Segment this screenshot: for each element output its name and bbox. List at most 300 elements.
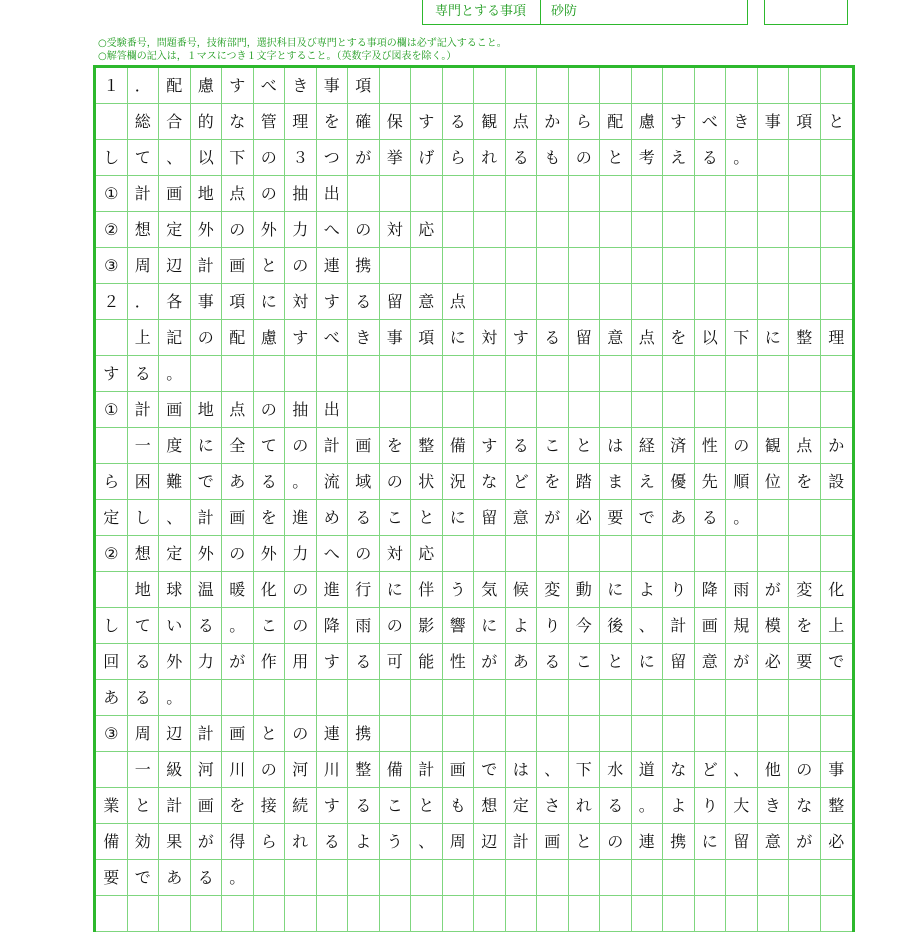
answer-cell[interactable]: と <box>128 788 160 824</box>
answer-cell[interactable] <box>726 284 758 320</box>
answer-cell[interactable]: え <box>663 140 695 176</box>
answer-cell[interactable]: の <box>380 608 412 644</box>
answer-cell[interactable]: 先 <box>695 464 727 500</box>
answer-cell[interactable]: 続 <box>285 788 317 824</box>
answer-cell[interactable]: 、 <box>537 752 569 788</box>
answer-cell[interactable]: 事 <box>317 68 349 104</box>
answer-cell[interactable]: も <box>537 140 569 176</box>
answer-cell[interactable]: き <box>726 104 758 140</box>
answer-cell[interactable] <box>758 248 790 284</box>
answer-cell[interactable]: に <box>443 500 475 536</box>
answer-cell[interactable] <box>474 860 506 896</box>
answer-cell[interactable]: 対 <box>380 212 412 248</box>
answer-cell[interactable] <box>632 536 664 572</box>
answer-cell[interactable]: 管 <box>254 104 286 140</box>
answer-cell[interactable]: は <box>506 752 538 788</box>
answer-cell[interactable] <box>789 68 821 104</box>
answer-cell[interactable]: の <box>254 392 286 428</box>
answer-cell[interactable] <box>758 392 790 428</box>
answer-cell[interactable] <box>789 680 821 716</box>
answer-cell[interactable] <box>537 176 569 212</box>
answer-cell[interactable]: 点 <box>222 176 254 212</box>
answer-cell[interactable]: 対 <box>474 320 506 356</box>
answer-cell[interactable]: 考 <box>632 140 664 176</box>
answer-cell[interactable]: に <box>191 428 223 464</box>
answer-cell[interactable]: に <box>443 320 475 356</box>
answer-cell[interactable] <box>632 284 664 320</box>
answer-cell[interactable]: の <box>726 428 758 464</box>
answer-cell[interactable]: う <box>380 824 412 860</box>
answer-cell[interactable]: 川 <box>317 752 349 788</box>
answer-cell[interactable] <box>222 680 254 716</box>
answer-cell[interactable]: 備 <box>380 752 412 788</box>
answer-cell[interactable]: の <box>285 248 317 284</box>
answer-cell[interactable]: つ <box>317 140 349 176</box>
answer-cell[interactable] <box>663 860 695 896</box>
answer-cell[interactable]: 河 <box>191 752 223 788</box>
answer-cell[interactable]: で <box>821 644 853 680</box>
answer-cell[interactable]: 確 <box>348 104 380 140</box>
answer-cell[interactable] <box>569 248 601 284</box>
answer-cell[interactable] <box>474 896 506 932</box>
answer-cell[interactable] <box>663 896 695 932</box>
answer-cell[interactable] <box>254 860 286 896</box>
answer-cell[interactable] <box>663 356 695 392</box>
answer-cell[interactable] <box>663 68 695 104</box>
answer-cell[interactable]: し <box>96 140 128 176</box>
answer-cell[interactable]: 項 <box>348 68 380 104</box>
answer-cell[interactable]: 合 <box>159 104 191 140</box>
answer-cell[interactable]: ③ <box>96 716 128 752</box>
answer-cell[interactable] <box>506 680 538 716</box>
answer-cell[interactable] <box>411 896 443 932</box>
answer-cell[interactable]: す <box>317 788 349 824</box>
answer-cell[interactable]: で <box>128 860 160 896</box>
answer-cell[interactable]: 理 <box>821 320 853 356</box>
answer-cell[interactable] <box>663 392 695 428</box>
answer-cell[interactable]: か <box>821 428 853 464</box>
answer-cell[interactable] <box>726 392 758 428</box>
answer-cell[interactable]: の <box>254 752 286 788</box>
answer-cell[interactable] <box>380 176 412 212</box>
answer-cell[interactable]: 外 <box>191 536 223 572</box>
answer-cell[interactable] <box>96 428 128 464</box>
answer-cell[interactable]: 行 <box>348 572 380 608</box>
answer-cell[interactable]: な <box>789 788 821 824</box>
answer-cell[interactable]: 定 <box>159 536 191 572</box>
answer-cell[interactable]: れ <box>474 140 506 176</box>
answer-cell[interactable]: 出 <box>317 176 349 212</box>
answer-cell[interactable]: が <box>348 140 380 176</box>
answer-cell[interactable] <box>443 392 475 428</box>
answer-cell[interactable] <box>537 392 569 428</box>
answer-cell[interactable]: 計 <box>663 608 695 644</box>
answer-cell[interactable]: の <box>348 536 380 572</box>
answer-cell[interactable]: 連 <box>317 716 349 752</box>
answer-cell[interactable]: 配 <box>222 320 254 356</box>
answer-cell[interactable]: の <box>222 212 254 248</box>
answer-cell[interactable]: 。 <box>632 788 664 824</box>
answer-cell[interactable] <box>506 356 538 392</box>
answer-cell[interactable]: ③ <box>96 248 128 284</box>
answer-cell[interactable]: 抽 <box>285 176 317 212</box>
answer-cell[interactable]: ② <box>96 536 128 572</box>
answer-cell[interactable] <box>474 212 506 248</box>
answer-cell[interactable] <box>348 860 380 896</box>
answer-cell[interactable]: 地 <box>191 392 223 428</box>
answer-cell[interactable]: あ <box>159 860 191 896</box>
answer-cell[interactable] <box>569 284 601 320</box>
answer-cell[interactable]: 事 <box>821 752 853 788</box>
answer-cell[interactable] <box>600 392 632 428</box>
answer-cell[interactable] <box>726 176 758 212</box>
answer-cell[interactable]: い <box>159 608 191 644</box>
answer-cell[interactable]: が <box>474 644 506 680</box>
answer-cell[interactable]: か <box>537 104 569 140</box>
answer-cell[interactable]: 整 <box>411 428 443 464</box>
answer-cell[interactable]: り <box>663 572 695 608</box>
answer-cell[interactable]: れ <box>569 788 601 824</box>
answer-cell[interactable]: き <box>758 788 790 824</box>
answer-cell[interactable]: も <box>443 788 475 824</box>
answer-cell[interactable] <box>474 248 506 284</box>
answer-cell[interactable]: の <box>285 572 317 608</box>
answer-cell[interactable] <box>821 248 853 284</box>
answer-cell[interactable]: と <box>411 788 443 824</box>
answer-cell[interactable] <box>789 536 821 572</box>
answer-cell[interactable]: よ <box>632 572 664 608</box>
answer-cell[interactable]: 。 <box>726 140 758 176</box>
answer-cell[interactable]: 事 <box>758 104 790 140</box>
answer-cell[interactable]: べ <box>695 104 727 140</box>
answer-cell[interactable]: し <box>96 608 128 644</box>
answer-cell[interactable]: ① <box>96 176 128 212</box>
answer-cell[interactable]: の <box>569 140 601 176</box>
answer-cell[interactable] <box>632 716 664 752</box>
answer-cell[interactable]: こ <box>380 500 412 536</box>
answer-cell[interactable]: の <box>600 824 632 860</box>
answer-cell[interactable] <box>96 896 128 932</box>
answer-cell[interactable]: る <box>128 644 160 680</box>
answer-cell[interactable]: 以 <box>695 320 727 356</box>
answer-cell[interactable]: る <box>506 428 538 464</box>
answer-cell[interactable] <box>695 536 727 572</box>
answer-cell[interactable] <box>348 896 380 932</box>
answer-cell[interactable]: こ <box>380 788 412 824</box>
answer-cell[interactable]: べ <box>317 320 349 356</box>
answer-cell[interactable] <box>443 356 475 392</box>
answer-cell[interactable]: で <box>191 464 223 500</box>
answer-cell[interactable]: 画 <box>159 176 191 212</box>
answer-cell[interactable]: る <box>191 608 223 644</box>
answer-cell[interactable]: 外 <box>254 212 286 248</box>
answer-cell[interactable]: ② <box>96 212 128 248</box>
answer-cell[interactable]: 。 <box>222 608 254 644</box>
answer-cell[interactable]: 。 <box>285 464 317 500</box>
answer-cell[interactable]: す <box>411 104 443 140</box>
answer-cell[interactable]: 気 <box>474 572 506 608</box>
answer-cell[interactable]: 計 <box>191 716 223 752</box>
answer-cell[interactable] <box>254 896 286 932</box>
answer-cell[interactable]: は <box>600 428 632 464</box>
answer-cell[interactable]: 慮 <box>254 320 286 356</box>
answer-cell[interactable]: 他 <box>758 752 790 788</box>
answer-cell[interactable] <box>443 176 475 212</box>
answer-cell[interactable]: に <box>695 824 727 860</box>
answer-cell[interactable]: き <box>348 320 380 356</box>
answer-cell[interactable]: へ <box>317 212 349 248</box>
answer-cell[interactable] <box>159 896 191 932</box>
answer-cell[interactable] <box>600 536 632 572</box>
answer-cell[interactable] <box>96 320 128 356</box>
answer-cell[interactable] <box>537 536 569 572</box>
answer-cell[interactable]: 難 <box>159 464 191 500</box>
answer-cell[interactable]: 整 <box>348 752 380 788</box>
answer-cell[interactable] <box>506 248 538 284</box>
answer-cell[interactable]: 観 <box>474 104 506 140</box>
answer-cell[interactable]: 効 <box>128 824 160 860</box>
answer-cell[interactable]: が <box>222 644 254 680</box>
answer-cell[interactable]: 、 <box>726 752 758 788</box>
answer-cell[interactable]: ２ <box>96 284 128 320</box>
answer-cell[interactable] <box>695 212 727 248</box>
answer-cell[interactable]: に <box>254 284 286 320</box>
answer-cell[interactable] <box>600 68 632 104</box>
answer-cell[interactable] <box>821 716 853 752</box>
answer-cell[interactable]: 各 <box>159 284 191 320</box>
answer-cell[interactable]: 、 <box>411 824 443 860</box>
answer-cell[interactable]: 計 <box>411 752 443 788</box>
answer-cell[interactable] <box>380 248 412 284</box>
answer-cell[interactable] <box>632 392 664 428</box>
answer-cell[interactable]: 。 <box>222 860 254 896</box>
answer-cell[interactable] <box>632 356 664 392</box>
answer-cell[interactable] <box>758 356 790 392</box>
answer-cell[interactable]: 。 <box>726 500 758 536</box>
answer-cell[interactable]: 計 <box>317 428 349 464</box>
answer-cell[interactable]: る <box>537 644 569 680</box>
answer-cell[interactable] <box>537 356 569 392</box>
answer-cell[interactable]: で <box>474 752 506 788</box>
answer-cell[interactable]: 意 <box>600 320 632 356</box>
answer-cell[interactable]: １ <box>96 68 128 104</box>
answer-cell[interactable] <box>758 860 790 896</box>
answer-cell[interactable] <box>411 680 443 716</box>
answer-cell[interactable]: 備 <box>443 428 475 464</box>
answer-cell[interactable]: 今 <box>569 608 601 644</box>
answer-cell[interactable]: 画 <box>537 824 569 860</box>
answer-cell[interactable]: 理 <box>285 104 317 140</box>
answer-cell[interactable]: 画 <box>443 752 475 788</box>
answer-cell[interactable]: げ <box>411 140 443 176</box>
answer-cell[interactable]: 計 <box>128 392 160 428</box>
answer-cell[interactable]: よ <box>506 608 538 644</box>
answer-cell[interactable] <box>285 680 317 716</box>
answer-cell[interactable]: ど <box>506 464 538 500</box>
answer-cell[interactable]: て <box>128 140 160 176</box>
answer-cell[interactable] <box>443 716 475 752</box>
answer-cell[interactable] <box>474 536 506 572</box>
answer-cell[interactable]: す <box>663 104 695 140</box>
answer-cell[interactable]: に <box>600 572 632 608</box>
answer-cell[interactable]: の <box>285 716 317 752</box>
answer-cell[interactable]: 一 <box>128 428 160 464</box>
answer-cell[interactable] <box>380 716 412 752</box>
answer-cell[interactable] <box>758 896 790 932</box>
answer-cell[interactable]: に <box>758 320 790 356</box>
answer-cell[interactable]: 留 <box>726 824 758 860</box>
answer-cell[interactable]: 必 <box>821 824 853 860</box>
answer-cell[interactable] <box>380 356 412 392</box>
answer-cell[interactable] <box>474 68 506 104</box>
answer-cell[interactable] <box>506 716 538 752</box>
answer-cell[interactable]: る <box>506 140 538 176</box>
answer-cell[interactable]: て <box>128 608 160 644</box>
answer-cell[interactable] <box>317 896 349 932</box>
answer-cell[interactable]: 想 <box>128 536 160 572</box>
answer-cell[interactable]: 、 <box>632 608 664 644</box>
answer-cell[interactable]: り <box>537 608 569 644</box>
answer-cell[interactable]: 意 <box>506 500 538 536</box>
answer-cell[interactable]: 留 <box>569 320 601 356</box>
answer-cell[interactable]: 度 <box>159 428 191 464</box>
answer-cell[interactable]: す <box>506 320 538 356</box>
answer-cell[interactable] <box>569 860 601 896</box>
answer-cell[interactable] <box>411 248 443 284</box>
answer-cell[interactable] <box>317 680 349 716</box>
answer-cell[interactable]: 下 <box>569 752 601 788</box>
answer-cell[interactable]: 流 <box>317 464 349 500</box>
answer-cell[interactable]: 携 <box>663 824 695 860</box>
answer-cell[interactable]: 備 <box>96 824 128 860</box>
answer-cell[interactable] <box>695 680 727 716</box>
answer-cell[interactable] <box>758 500 790 536</box>
answer-cell[interactable]: の <box>191 320 223 356</box>
answer-cell[interactable] <box>821 176 853 212</box>
answer-cell[interactable] <box>758 716 790 752</box>
answer-cell[interactable] <box>506 536 538 572</box>
answer-cell[interactable] <box>285 860 317 896</box>
answer-cell[interactable] <box>726 536 758 572</box>
answer-cell[interactable] <box>317 860 349 896</box>
answer-cell[interactable]: 果 <box>159 824 191 860</box>
answer-cell[interactable] <box>789 248 821 284</box>
answer-cell[interactable] <box>758 680 790 716</box>
answer-cell[interactable]: 要 <box>789 644 821 680</box>
answer-cell[interactable] <box>600 716 632 752</box>
answer-cell[interactable]: 地 <box>128 572 160 608</box>
answer-cell[interactable] <box>474 392 506 428</box>
answer-cell[interactable] <box>632 176 664 212</box>
answer-cell[interactable]: 性 <box>695 428 727 464</box>
answer-cell[interactable]: 能 <box>411 644 443 680</box>
answer-cell[interactable] <box>443 68 475 104</box>
answer-cell[interactable] <box>695 68 727 104</box>
answer-cell[interactable]: 辺 <box>159 248 191 284</box>
answer-cell[interactable] <box>443 536 475 572</box>
answer-cell[interactable] <box>222 896 254 932</box>
answer-cell[interactable] <box>128 896 160 932</box>
answer-cell[interactable]: 力 <box>285 212 317 248</box>
answer-cell[interactable]: 想 <box>128 212 160 248</box>
answer-cell[interactable]: ら <box>254 824 286 860</box>
answer-cell[interactable] <box>537 896 569 932</box>
answer-cell[interactable]: 留 <box>663 644 695 680</box>
answer-cell[interactable] <box>254 680 286 716</box>
answer-cell[interactable]: 想 <box>474 788 506 824</box>
answer-cell[interactable]: あ <box>663 500 695 536</box>
answer-cell[interactable]: 慮 <box>191 68 223 104</box>
answer-cell[interactable]: な <box>474 464 506 500</box>
answer-cell[interactable] <box>695 716 727 752</box>
answer-cell[interactable] <box>569 212 601 248</box>
answer-cell[interactable]: 慮 <box>632 104 664 140</box>
answer-cell[interactable] <box>695 392 727 428</box>
answer-cell[interactable]: 上 <box>128 320 160 356</box>
answer-cell[interactable] <box>789 176 821 212</box>
answer-cell[interactable]: 力 <box>191 644 223 680</box>
answer-cell[interactable] <box>821 500 853 536</box>
answer-cell[interactable] <box>726 716 758 752</box>
answer-cell[interactable]: 級 <box>159 752 191 788</box>
answer-cell[interactable]: 下 <box>726 320 758 356</box>
answer-cell[interactable]: に <box>474 608 506 644</box>
answer-cell[interactable]: が <box>726 644 758 680</box>
answer-cell[interactable]: の <box>380 464 412 500</box>
answer-cell[interactable] <box>758 212 790 248</box>
answer-cell[interactable]: 対 <box>285 284 317 320</box>
answer-cell[interactable] <box>600 356 632 392</box>
answer-cell[interactable]: 大 <box>726 788 758 824</box>
answer-cell[interactable] <box>726 896 758 932</box>
answer-cell[interactable] <box>821 140 853 176</box>
answer-cell[interactable] <box>569 716 601 752</box>
answer-cell[interactable] <box>411 860 443 896</box>
answer-cell[interactable] <box>663 716 695 752</box>
answer-cell[interactable]: を <box>254 500 286 536</box>
answer-cell[interactable]: り <box>695 788 727 824</box>
answer-cell[interactable]: 、 <box>159 140 191 176</box>
answer-cell[interactable]: 要 <box>600 500 632 536</box>
answer-cell[interactable] <box>191 356 223 392</box>
answer-cell[interactable]: 作 <box>254 644 286 680</box>
answer-cell[interactable]: 携 <box>348 248 380 284</box>
answer-cell[interactable]: 模 <box>758 608 790 644</box>
answer-cell[interactable]: ら <box>569 104 601 140</box>
answer-cell[interactable]: る <box>348 284 380 320</box>
answer-cell[interactable]: え <box>632 464 664 500</box>
answer-cell[interactable] <box>537 284 569 320</box>
answer-cell[interactable] <box>569 356 601 392</box>
answer-cell[interactable]: 水 <box>600 752 632 788</box>
answer-cell[interactable] <box>758 140 790 176</box>
answer-cell[interactable]: 意 <box>758 824 790 860</box>
answer-cell[interactable] <box>285 896 317 932</box>
answer-cell[interactable]: 画 <box>222 248 254 284</box>
answer-cell[interactable]: 下 <box>222 140 254 176</box>
answer-cell[interactable] <box>474 176 506 212</box>
answer-cell[interactable] <box>443 860 475 896</box>
answer-cell[interactable] <box>474 716 506 752</box>
answer-cell[interactable]: 連 <box>632 824 664 860</box>
answer-cell[interactable]: 挙 <box>380 140 412 176</box>
answer-cell[interactable] <box>632 860 664 896</box>
answer-cell[interactable]: 候 <box>506 572 538 608</box>
answer-cell[interactable] <box>600 896 632 932</box>
answer-cell[interactable] <box>96 572 128 608</box>
answer-cell[interactable]: る <box>191 860 223 896</box>
answer-cell[interactable]: こ <box>537 428 569 464</box>
